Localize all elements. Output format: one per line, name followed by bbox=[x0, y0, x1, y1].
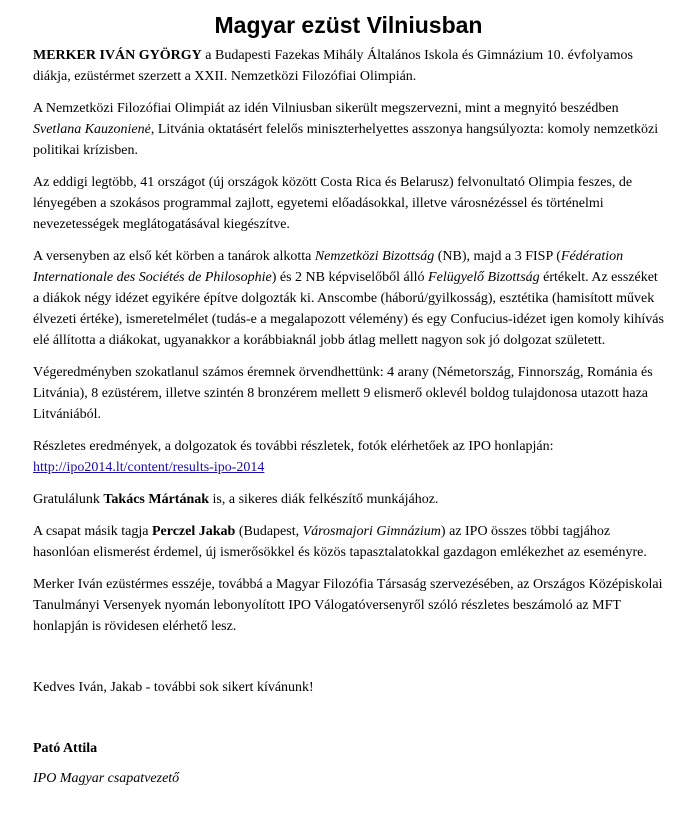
competition-text-a: A versenyben az első két körben a tanárok alkotta bbox=[33, 249, 315, 264]
paragraph-essay: Merker Iván ezüstérmes esszéje, továbbá a Magyar Filozófia Társaság szervezésében, az Országos Középiskolai Tanulmányi Versenyek nyomán lebonyolított IPO Válogatóversenyről szóló részletes beszámoló az MFT honlapján is rövidesen elérhető lesz. bbox=[33, 577, 663, 634]
paragraph-teammate bbox=[33, 521, 664, 563]
paragraph-congrats bbox=[33, 489, 664, 510]
teammate-text-b: (Budapest, bbox=[235, 524, 303, 539]
supervisory-committee-name: Felügyelő Bizottság bbox=[428, 270, 540, 285]
page-title: Magyar ezüst Vilniusban bbox=[214, 12, 483, 38]
paragraph-participants: Az eddigi legtöbb, 41 országot (új országok között Costa Rica és Belarusz) felvonultató Olimpia feszes, de lényegében a szokásos programmal zajlott, egyetemi előadásokkal, illetve városnézéssel és történelmi nevezetességek meglátogatásával kiegészítve. bbox=[33, 175, 633, 232]
paragraph-competition bbox=[33, 246, 664, 351]
fisp-name: Fédération Internationale des Sociétés de Philosophie bbox=[33, 249, 624, 285]
teammate-text-a: A csapat másik tagja bbox=[33, 524, 152, 539]
paragraph-details bbox=[33, 436, 664, 478]
signature-role: IPO Magyar csapatvezető bbox=[33, 771, 180, 786]
details-text: Részletes eredmények, a dolgozatok és további részletek, fotók elérhetőek az IPO honlapján: bbox=[33, 439, 554, 454]
signature-name: Pató Attila bbox=[33, 741, 98, 756]
speaker-name: Svetlana Kauzonienė bbox=[33, 122, 151, 137]
congrats-text-b: is, a sikeres diák felkészítő munkájához. bbox=[209, 492, 439, 507]
teacher-name: Takács Mártának bbox=[103, 492, 210, 507]
teammate-text-c: ) az IPO összes többi tagjához hasonlóan elismerést érdemel, új ismerősökkel és közös tapasztalatokkal gazdagon emlékezhet az eseményre. bbox=[33, 524, 647, 560]
paragraph-opening bbox=[33, 98, 664, 161]
student-name: MERKER IVÁN GYÖRGY bbox=[33, 48, 202, 63]
congrats-text-a: Gratulálunk bbox=[33, 492, 104, 507]
results-link[interactable]: http://ipo2014.lt/content/results-ipo-2014 bbox=[33, 460, 265, 475]
school-name: Városmajori Gimnázium bbox=[302, 524, 441, 539]
opening-text-a: A Nemzetközi Filozófiai Olimpiát az idén Vilniusban sikerült megszervezni, mint a megnyitó beszédben bbox=[33, 101, 619, 116]
closing-line: Kedves Iván, Jakab - további sok sikert kívánunk! bbox=[33, 680, 314, 695]
paragraph-intro bbox=[33, 45, 664, 87]
teammate-name: Perczel Jakab bbox=[151, 524, 236, 539]
committee-name: Nemzetközi Bizottság bbox=[314, 249, 435, 264]
opening-text-b: , Litvánia oktatásért felelős miniszterhelyettes asszonya hangsúlyozta: komoly nemzetközi politikai krízisben. bbox=[33, 122, 659, 158]
competition-text-d: értékelt. Az esszéket a diákok négy idézet egyikére építve dolgozták ki. Anscombe (háború/gyilkosság), esztétika (hamisított művek élvezeti értéke), ismeretelmélet (tudás-e a megalapozott vélemény) és egy Confucius-idézet igen komoly kihívás elé állította a diákokat, ugyanakkor a korábbiaknál jobb átlag mellett nagyon sok jó dolgozat született. bbox=[33, 270, 664, 348]
paragraph-results: Végeredményben szokatlanul számos éremnek örvendhettünk: 4 arany (Németország, Finnország, Románia és Litvánia), 8 ezüstérem, illetve szintén 8 bronzérem mellett 9 elismerő oklevél boldog tulajdonosa utazott haza Litvániából. bbox=[33, 365, 653, 422]
competition-text-b: (NB), majd a 3 FISP ( bbox=[434, 249, 561, 264]
intro-text: a Budapesti Fazekas Mihály Általános Iskola és Gimnázium 10. évfolyamos diákja, ezüstérmet szerzett a XXII. Nemzetközi Filozófiai Olimpián. bbox=[33, 48, 633, 84]
competition-text-c: ) és 2 NB képviselőből álló bbox=[271, 270, 429, 285]
